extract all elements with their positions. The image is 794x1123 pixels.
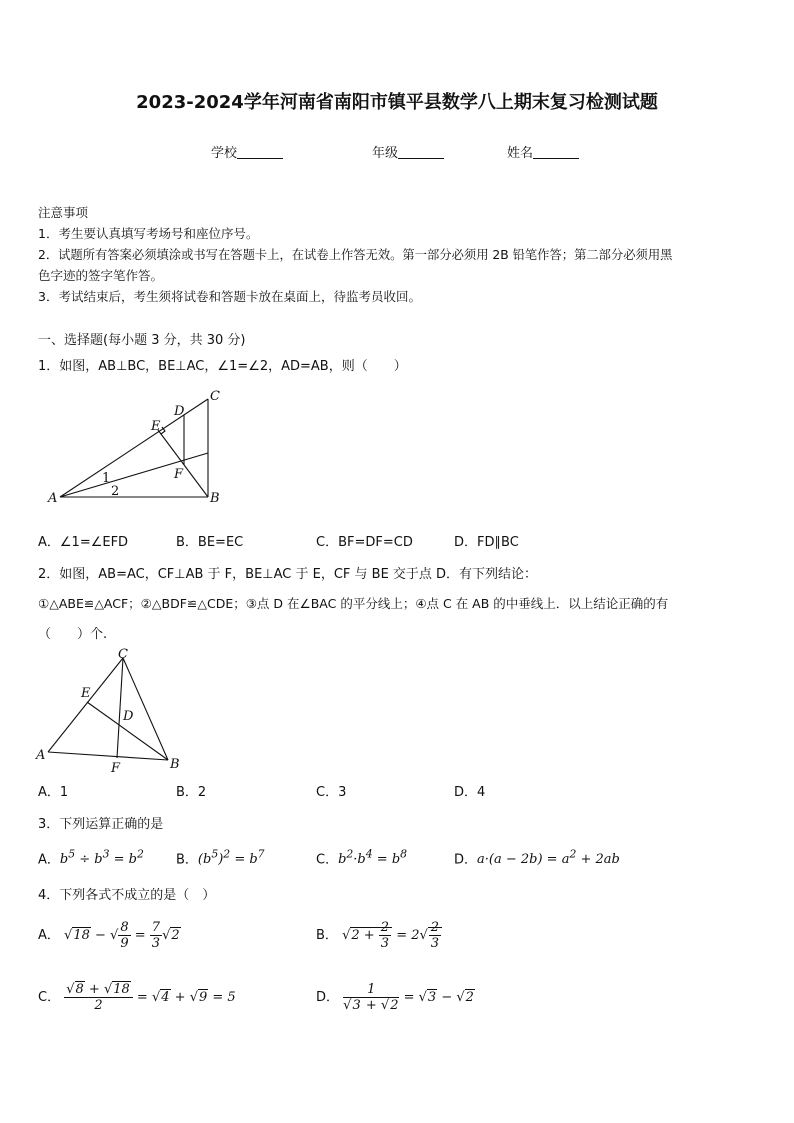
q3-option-d[interactable] (454, 848, 620, 867)
q4-option-b-math: √2 + $\frac{2}{3}$ = 2√ $\frac{2}{3}$ (342, 927, 442, 943)
q1-label-f: F (174, 467, 184, 482)
q2-label-d: D (123, 709, 134, 724)
grade-blank[interactable] (398, 144, 444, 159)
q2-label-a: A (36, 748, 46, 763)
q1-option-c[interactable]: C．BF=DF=CD (316, 535, 413, 550)
name-field (507, 142, 579, 161)
q4-option-d-prefix: D． (316, 990, 340, 1005)
q1-angle-1: 1 (102, 471, 111, 486)
q2-side-ab (48, 752, 168, 760)
name-label: 姓名 (507, 146, 534, 161)
q1-option-b[interactable]: B．BE=EC (176, 535, 244, 550)
section-heading: 一、选择题(每小题 3 分，共 30 分) (38, 333, 246, 348)
q2-blank-line: （ ）个. (38, 627, 108, 642)
q2-line-cf (117, 658, 123, 758)
q2-option-d[interactable]: D．4 (454, 785, 486, 800)
q1-line-ad (60, 453, 208, 497)
q3-option-b-math: $(b^5)^2 = b^7$ (197, 848, 265, 868)
q3-option-a-math: $b^5 \div b^3 = b^2$ (59, 848, 144, 868)
q2-label-e: E (81, 686, 91, 701)
page-title: 2023-2024学年河南省南阳市镇平县数学八上期末复习检测试题 (136, 92, 658, 113)
q2-option-a[interactable]: A．1 (38, 785, 69, 800)
q2-side-ac (48, 658, 123, 752)
q3-option-c-prefix: C． (316, 852, 339, 868)
q4-option-b[interactable] (316, 920, 442, 951)
q2-label-c: C (118, 647, 128, 662)
q3-option-c[interactable] (316, 848, 407, 867)
school-blank[interactable] (237, 144, 283, 159)
q1-line-be (158, 430, 208, 497)
q2-option-c[interactable]: C．3 (316, 785, 347, 800)
q2-option-b[interactable]: B．2 (176, 785, 207, 800)
q3-option-b-prefix: B． (176, 852, 198, 868)
q3-option-b[interactable] (176, 848, 265, 867)
q4-stem: 4．下列各式不成立的是（ ） (38, 888, 216, 903)
q1-label-a: A (48, 491, 58, 506)
q2-figure (30, 645, 190, 777)
school-label: 学校 (211, 146, 238, 161)
notice-item-2-cont: 色字迹的签字笔作答。 (38, 268, 164, 283)
q3-option-c-math: $b^2\cdot b^4 = b^8$ (338, 848, 408, 868)
q1-option-d[interactable]: D．FD∥BC (454, 535, 519, 550)
q2-label-f: F (111, 761, 121, 776)
q3-option-d-prefix: D． (454, 852, 478, 868)
q4-option-a-math: √18 − √ $\frac{8}{9}$ = $\frac{7}{3}$ √2 (64, 920, 180, 951)
notice-item-1: 1．考生要认真填写考场号和座位序号。 (38, 226, 259, 241)
q4-option-a-prefix: A． (38, 928, 60, 943)
q1-label-c: C (210, 389, 220, 404)
q1-figure (40, 385, 240, 510)
q3-stem: 3．下列运算正确的是 (38, 817, 164, 832)
q4-option-b-prefix: B． (316, 928, 338, 943)
q3-option-a[interactable] (38, 848, 144, 867)
q2-label-b: B (170, 757, 180, 772)
q4-option-c-math: $\frac{√8 + √18}{2}$ = √4 + √9 = 5 (66, 982, 236, 1013)
q3-option-a-prefix: A． (38, 852, 60, 868)
q4-option-c-prefix: C． (38, 990, 61, 1005)
q1-label-e: E (151, 419, 161, 434)
q4-option-a[interactable] (38, 920, 181, 951)
q1-option-a[interactable]: A．∠1=∠EFD (38, 535, 129, 550)
q4-option-d-math: $\frac{1}{√3 + √2}$ = √3 − √2 (343, 982, 474, 1013)
q1-side-ac (60, 399, 208, 497)
q4-option-c[interactable] (38, 982, 236, 1013)
school-field (211, 142, 283, 161)
q3-option-d-math: $a\cdot(a - 2b) = a^2 + 2ab$ (477, 848, 620, 868)
q2-stem: 2．如图，AB=AC，CF⊥AB 于 F，BE⊥AC 于 E，CF 与 BE 交于点 D．有下列结论： (38, 567, 538, 582)
notice-item-3: 3．考试结束后，考生须将试卷和答题卡放在桌面上，待监考员收回。 (38, 289, 421, 304)
notice-heading: 注意事项 (38, 205, 89, 220)
q4-option-d[interactable] (316, 982, 475, 1013)
q2-conclusions: ①△ABE≌△ACF；②△BDF≌△CDE；③点 D 在∠BAC 的平分线上；④点 C 在 AB 的中垂线上．以上结论正确的有 (38, 596, 669, 611)
grade-label: 年级 (372, 146, 399, 161)
notice-item-2: 2．试题所有答案必须填涂或书写在答题卡上，在试卷上作答无效。第一部分必须用 2B 铅笔作答；第二部分必须用黑 (38, 248, 673, 262)
q1-angle-2: 2 (111, 484, 120, 499)
q1-label-b: B (210, 491, 220, 506)
name-blank[interactable] (533, 144, 579, 159)
q1-label-d: D (174, 404, 185, 419)
grade-field (372, 142, 444, 161)
q1-stem: 1．如图，AB⊥BC，BE⊥AC，∠1=∠2，AD=AB，则（ ） (38, 359, 407, 374)
